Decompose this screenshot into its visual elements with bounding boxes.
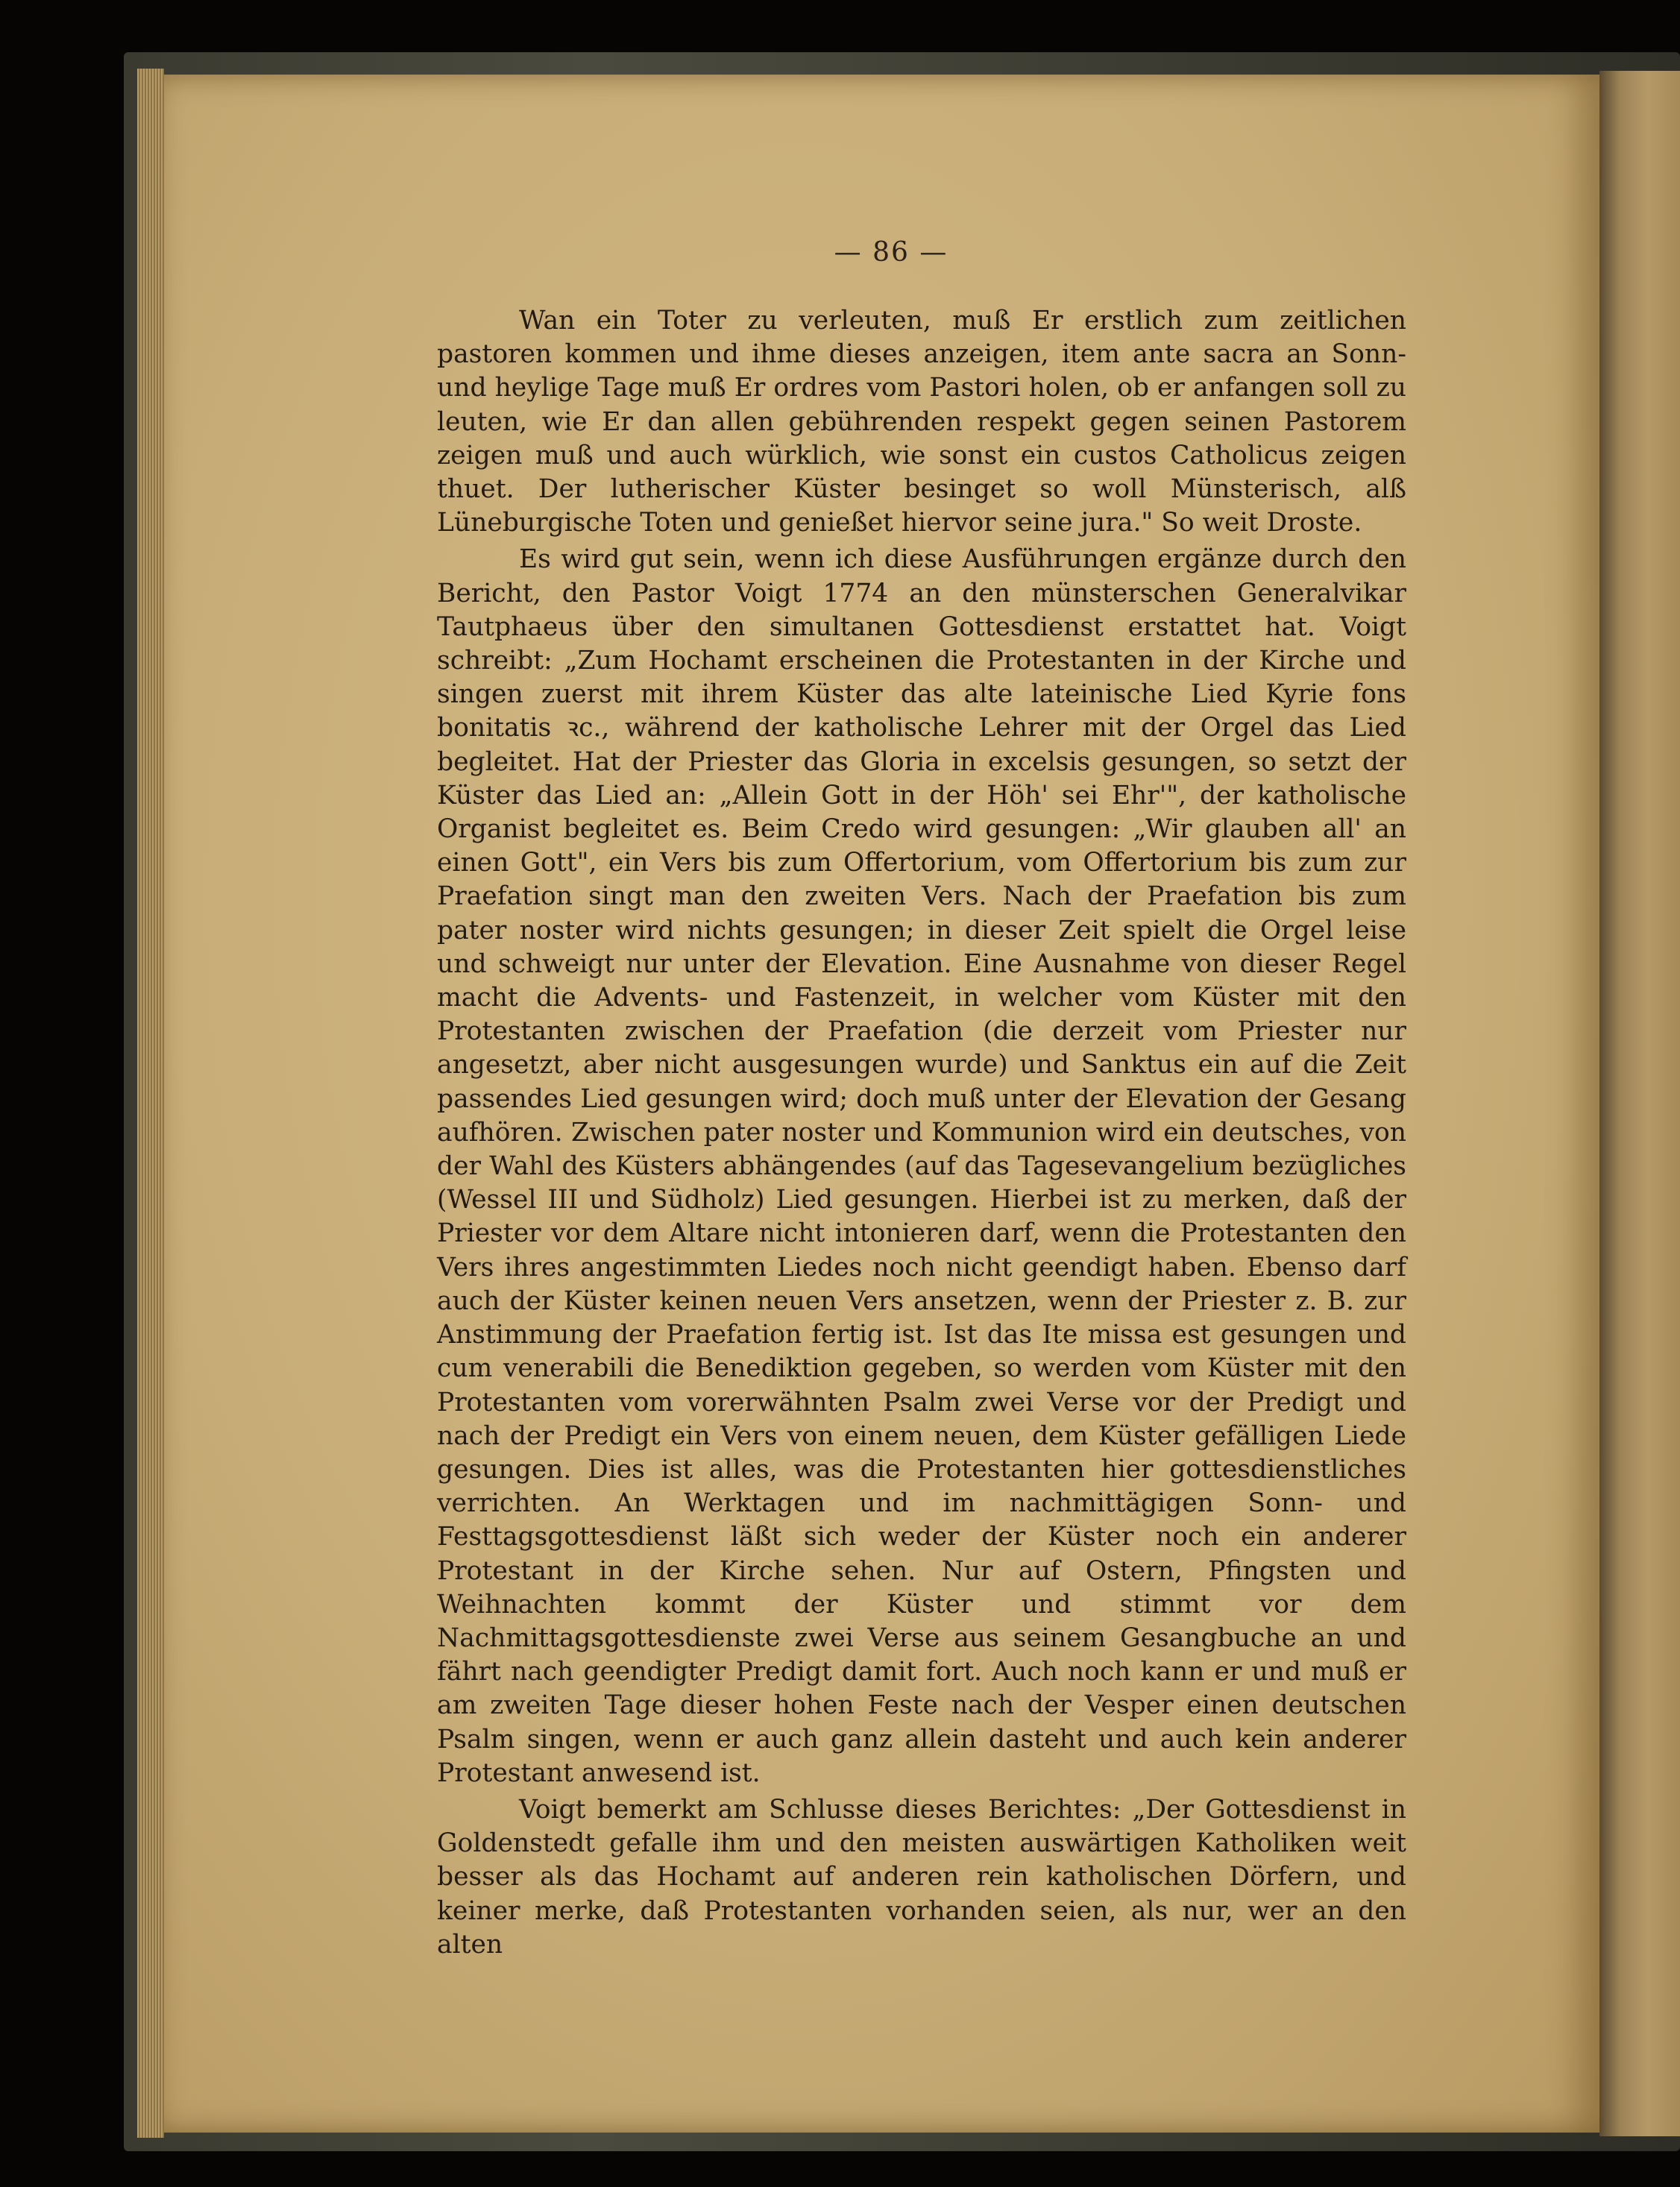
page-number: — 86 — xyxy=(834,237,948,268)
paragraph-3: Voigt bemerkt am Schlusse dieses Berichtes: „Der Gottesdienst in Goldenstedt gefalle ihm und den meisten auswärtigen Katholiken weit besser als das Hochamt auf anderen rein katholischen Dörfern, und keiner merke, daß Protestanten vorhanden seien, als nur, wer an den alten xyxy=(437,1794,1406,1960)
body-text xyxy=(437,304,1406,1965)
page-edges xyxy=(137,69,164,2138)
paragraph-2: Es wird gut sein, wenn ich diese Ausführungen ergänze durch den Bericht, den Pastor Voigt 1774 an den münsterschen Generalvikar Tautphaeus über den simultanen Gottesdienst erstattet hat. Voigt schreibt: „Zum Hochamt erscheinen die Protestanten in der Kirche und singen zuerst mit ihrem Küster das alte lateinische Lied Kyrie fons bonitatis ꝛc., während der katholische Lehrer mit der Orgel das Lied begleitet. Hat der Priester das Gloria in excelsis gesungen, so setzt der Küster das Lied an: „Allein Gott in der Höh' sei Ehr'", der katholische Organist begleitet es. Beim Credo wird gesungen: „Wir glauben all' an einen Gott", ein Vers bis zum Offertorium, vom Offertorium bis zum zur Praefation singt man den zweiten Vers. Nach der Praefation bis zum pater noster wird nichts gesungen; in dieser Zeit spielt die Orgel leise und schweigt nur unter der Elevation. Eine Ausnahme von dieser Regel macht die Advents- und Fastenzeit, in welcher vom Küster mit den Protestanten zwischen der Praefation (die derzeit vom Priester nur angesetzt, aber nicht ausgesungen wurde) und Sanktus ein auf die Zeit passendes Lied gesungen wird; doch muß unter der Elevation der Gesang aufhören. Zwischen pater noster und Kommunion wird ein deutsches, von der Wahl des Küsters abhängendes (auf das Tagesevangelium bezügliches (Wessel III und Südholz) Lied gesungen. Hierbei ist zu merken, daß der Priester vor dem Altare nicht intonieren darf, wenn die Protestanten den Vers ihres angestimmten Liedes noch nicht geendigt haben. Ebenso darf auch der Küster keinen neuen Vers ansetzen, wenn der Priester z. B. zur Anstimmung der Praefation fertig ist. Ist das Ite missa est gesungen und cum venerabili die Benediktion gegeben, so werden vom Küster mit den Protestanten vom vorerwähnten Psalm zwei Verse vor der Predigt und nach der Predigt ein Vers von einem neuen, dem Küster gefälligen Liede gesungen. Dies ist alles, was die Protestanten hier gottesdienstliches verrichten. An Werktagen und im nachmittägigen Sonn- und Festtagsgottesdienst läßt sich weder der Küster noch ein anderer Protestant in der Kirche sehen. Nur auf Ostern, Pfingsten und Weihnachten kommt der Küster und stimmt vor dem Nachmittagsgottesdienste zwei Verse aus seinem Gesangbuche an und fährt nach geendigter Predigt damit fort. Auch noch kann er und muß er am zweiten Tage dieser hohen Feste nach der Vesper einen deutschen Psalm singen, wenn er auch ganz allein dasteht und auch kein anderer Protestant anwesend ist. xyxy=(437,544,1406,1788)
paragraph-1: Wan ein Toter zu verleuten, muß Er erstlich zum zeitlichen pastoren kommen und ihme dieses anzeigen, item ante sacra an Sonn- und heylige Tage muß Er ordres vom Pastori holen, ob er anfangen soll zu leuten, wie Er dan allen gebührenden respekt gegen seinen Pastorem zeigen muß und auch würklich, wie sonst ein custos Catholicus zeigen thuet. Der lutherischer Küster besinget so woll Münsterisch, alß Lüneburgische Toten und genießet hiervor seine jura." So weit Droste. xyxy=(437,306,1406,538)
book-gutter xyxy=(1599,71,1680,2136)
